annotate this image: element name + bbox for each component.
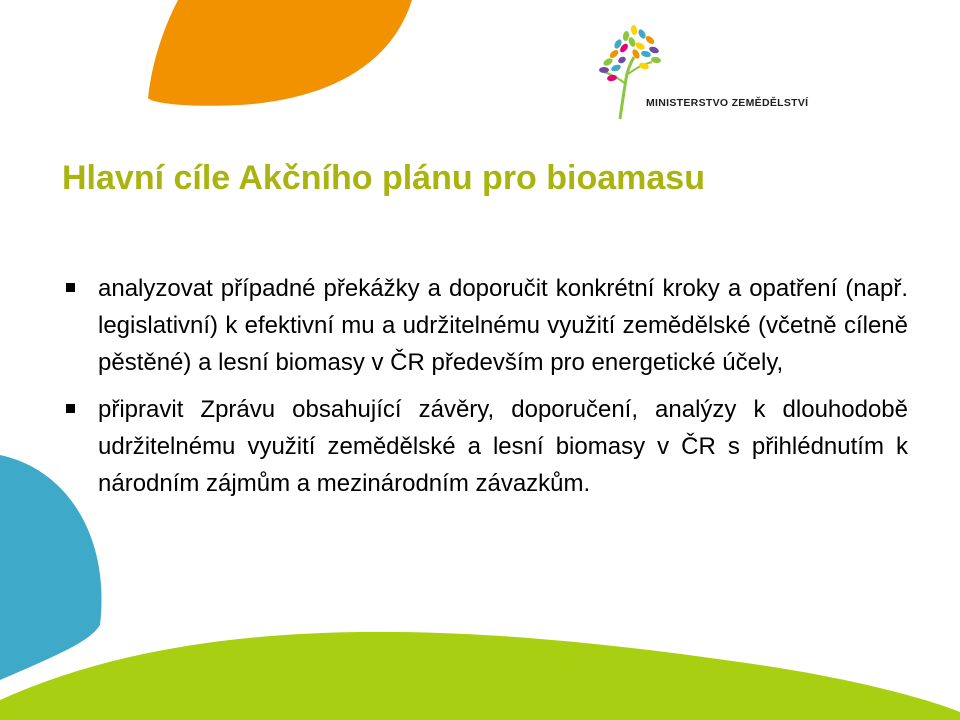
bullet-list bbox=[62, 270, 908, 512]
tree-logo-icon bbox=[596, 24, 826, 124]
bullet-item bbox=[62, 391, 908, 502]
slide-title: Hlavní cíle Akčního plánu pro bioamasu bbox=[62, 159, 705, 197]
bullet-text: analyzovat případné překážky a doporučit konkrétní kroky a opatření (např. legislativní) k efektivní mu a udržitelnému využití zemědělské (včetně cíleně pěstěné) a lesní biomasy v ČR především pro energetické účely, bbox=[98, 275, 908, 376]
green-wave-shape bbox=[0, 632, 960, 720]
square-bullet-icon bbox=[66, 283, 75, 292]
bullet-item bbox=[62, 270, 908, 381]
orange-leaf-shape bbox=[148, 0, 412, 106]
bullet-text: připravit Zprávu obsahující závěry, doporučení, analýzy k dlouhodobě udržitelnému využití zemědělské a lesní biomasy v ČR s přihlédnutím k národním zájmům a mezinárodním závazkům. bbox=[98, 396, 908, 497]
square-bullet-icon bbox=[66, 404, 75, 413]
logo-text: MINISTERSTVO ZEMĚDĚLSTVÍ bbox=[646, 97, 809, 109]
